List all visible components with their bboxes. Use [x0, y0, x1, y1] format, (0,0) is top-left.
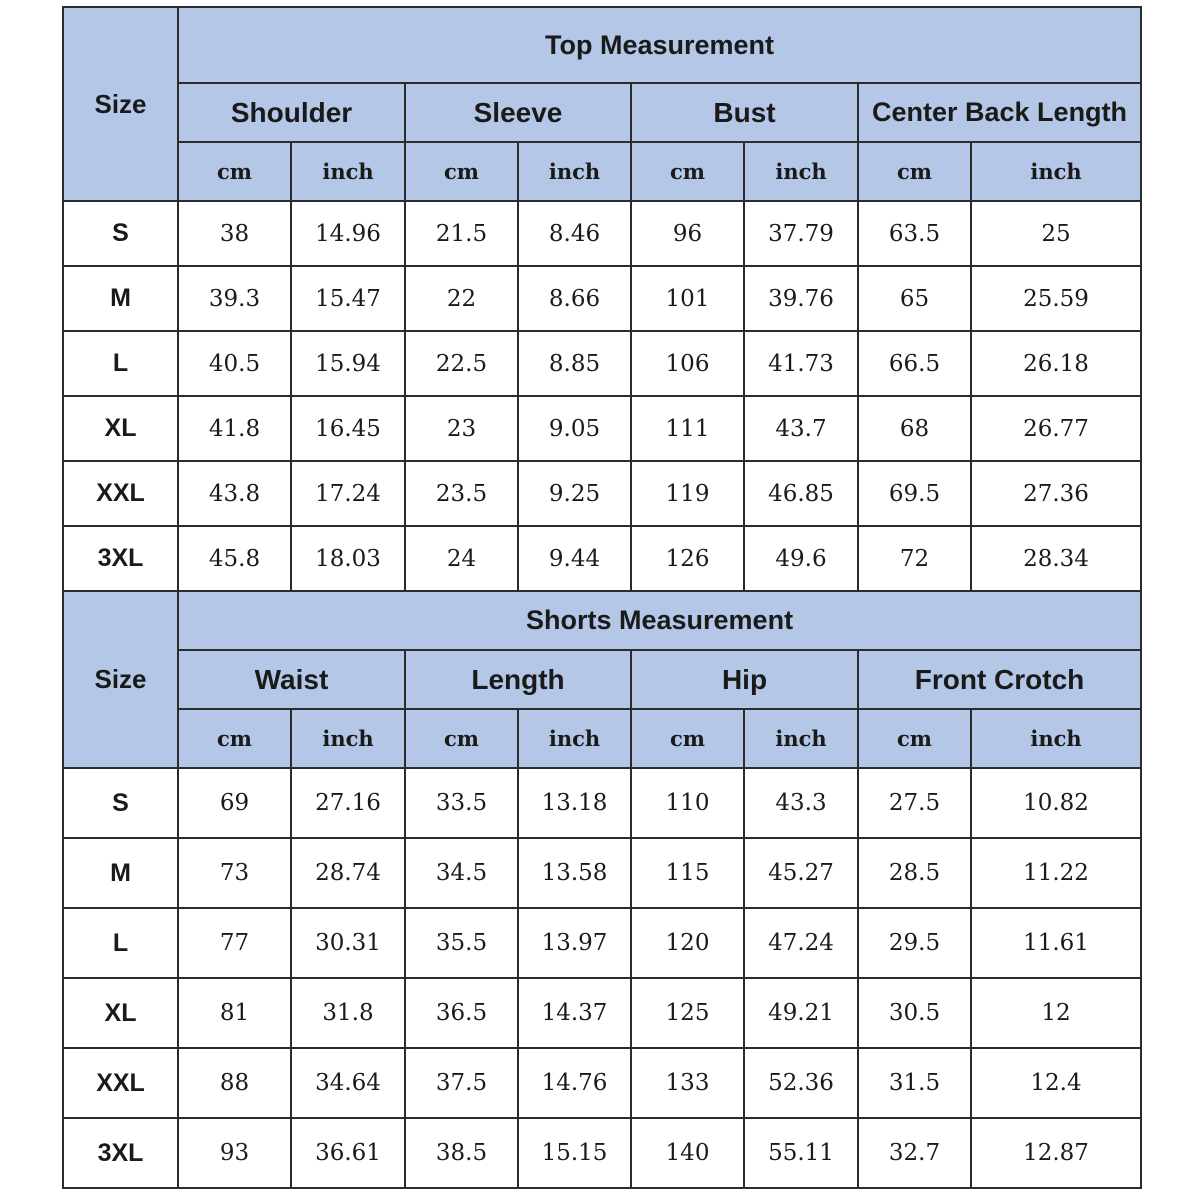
value-cell: 43.8 [178, 461, 291, 526]
shorts-unit-header: inch [518, 709, 631, 768]
size-cell: XL [63, 396, 178, 461]
top-group-header: Sleeve [405, 83, 631, 142]
value-cell: 12 [971, 978, 1141, 1048]
table-row [63, 838, 1141, 908]
value-cell: 125 [631, 978, 744, 1048]
value-cell: 39.76 [744, 266, 858, 331]
value-cell: 14.76 [518, 1048, 631, 1118]
value-cell: 39.3 [178, 266, 291, 331]
size-cell: S [63, 201, 178, 266]
size-cell: XL [63, 978, 178, 1048]
value-cell: 69 [178, 768, 291, 838]
value-cell: 29.5 [858, 908, 971, 978]
value-cell: 15.15 [518, 1118, 631, 1188]
value-cell: 27.16 [291, 768, 405, 838]
value-cell: 17.24 [291, 461, 405, 526]
top-unit-header: cm [178, 142, 291, 201]
value-cell: 27.5 [858, 768, 971, 838]
top-group-header: Bust [631, 83, 858, 142]
table-row [63, 201, 1141, 266]
table-row [63, 461, 1141, 526]
size-cell: 3XL [63, 1118, 178, 1188]
value-cell: 93 [178, 1118, 291, 1188]
shorts-group-row [63, 650, 1141, 709]
value-cell: 49.6 [744, 526, 858, 591]
value-cell: 36.5 [405, 978, 518, 1048]
table-row [63, 396, 1141, 461]
shorts-unit-header: cm [631, 709, 744, 768]
shorts-section-title: Shorts Measurement [178, 591, 1141, 650]
value-cell: 26.77 [971, 396, 1141, 461]
value-cell: 25 [971, 201, 1141, 266]
top-unit-header: inch [518, 142, 631, 201]
size-cell: M [63, 266, 178, 331]
top-unit-header: inch [291, 142, 405, 201]
value-cell: 81 [178, 978, 291, 1048]
value-cell: 25.59 [971, 266, 1141, 331]
table-row [63, 1118, 1141, 1188]
value-cell: 35.5 [405, 908, 518, 978]
top-group-header: Shoulder [178, 83, 405, 142]
value-cell: 9.25 [518, 461, 631, 526]
value-cell: 36.61 [291, 1118, 405, 1188]
value-cell: 46.85 [744, 461, 858, 526]
value-cell: 77 [178, 908, 291, 978]
value-cell: 11.61 [971, 908, 1141, 978]
value-cell: 96 [631, 201, 744, 266]
shorts-size-header: Size [63, 591, 178, 768]
value-cell: 28.5 [858, 838, 971, 908]
value-cell: 120 [631, 908, 744, 978]
table-row [63, 526, 1141, 591]
shorts-unit-header: inch [744, 709, 858, 768]
size-cell: M [63, 838, 178, 908]
value-cell: 115 [631, 838, 744, 908]
value-cell: 65 [858, 266, 971, 331]
value-cell: 55.11 [744, 1118, 858, 1188]
value-cell: 38 [178, 201, 291, 266]
value-cell: 52.36 [744, 1048, 858, 1118]
value-cell: 11.22 [971, 838, 1141, 908]
value-cell: 10.82 [971, 768, 1141, 838]
value-cell: 140 [631, 1118, 744, 1188]
value-cell: 31.5 [858, 1048, 971, 1118]
value-cell: 40.5 [178, 331, 291, 396]
shorts-unit-header: inch [291, 709, 405, 768]
value-cell: 37.79 [744, 201, 858, 266]
table-row [63, 1048, 1141, 1118]
top-unit-header: cm [858, 142, 971, 201]
value-cell: 126 [631, 526, 744, 591]
shorts-unit-header: inch [971, 709, 1141, 768]
top-unit-header: inch [971, 142, 1141, 201]
top-group-header: Center Back Length [858, 83, 1141, 142]
top-unit-header: cm [631, 142, 744, 201]
value-cell: 23.5 [405, 461, 518, 526]
value-cell: 106 [631, 331, 744, 396]
value-cell: 27.36 [971, 461, 1141, 526]
value-cell: 13.97 [518, 908, 631, 978]
value-cell: 41.8 [178, 396, 291, 461]
top-unit-header: cm [405, 142, 518, 201]
size-cell: 3XL [63, 526, 178, 591]
value-cell: 15.94 [291, 331, 405, 396]
shorts-group-header: Front Crotch [858, 650, 1141, 709]
value-cell: 101 [631, 266, 744, 331]
shorts-unit-row [63, 709, 1141, 768]
shorts-title-row [63, 591, 1141, 650]
value-cell: 37.5 [405, 1048, 518, 1118]
value-cell: 8.66 [518, 266, 631, 331]
value-cell: 34.5 [405, 838, 518, 908]
table-row [63, 266, 1141, 331]
table-row [63, 768, 1141, 838]
shorts-unit-header: cm [178, 709, 291, 768]
size-cell: S [63, 768, 178, 838]
value-cell: 16.45 [291, 396, 405, 461]
value-cell: 14.96 [291, 201, 405, 266]
top-size-header: Size [63, 7, 178, 201]
value-cell: 21.5 [405, 201, 518, 266]
value-cell: 41.73 [744, 331, 858, 396]
value-cell: 28.74 [291, 838, 405, 908]
value-cell: 49.21 [744, 978, 858, 1048]
value-cell: 72 [858, 526, 971, 591]
value-cell: 63.5 [858, 201, 971, 266]
value-cell: 110 [631, 768, 744, 838]
value-cell: 38.5 [405, 1118, 518, 1188]
value-cell: 30.31 [291, 908, 405, 978]
value-cell: 69.5 [858, 461, 971, 526]
value-cell: 26.18 [971, 331, 1141, 396]
size-cell: L [63, 908, 178, 978]
value-cell: 24 [405, 526, 518, 591]
value-cell: 22.5 [405, 331, 518, 396]
value-cell: 28.34 [971, 526, 1141, 591]
shorts-group-header: Length [405, 650, 631, 709]
value-cell: 12.87 [971, 1118, 1141, 1188]
value-cell: 9.05 [518, 396, 631, 461]
shorts-unit-header: cm [405, 709, 518, 768]
value-cell: 47.24 [744, 908, 858, 978]
shorts-unit-header: cm [858, 709, 971, 768]
value-cell: 33.5 [405, 768, 518, 838]
value-cell: 22 [405, 266, 518, 331]
value-cell: 30.5 [858, 978, 971, 1048]
value-cell: 9.44 [518, 526, 631, 591]
value-cell: 43.3 [744, 768, 858, 838]
value-cell: 13.58 [518, 838, 631, 908]
value-cell: 15.47 [291, 266, 405, 331]
value-cell: 119 [631, 461, 744, 526]
value-cell: 34.64 [291, 1048, 405, 1118]
value-cell: 88 [178, 1048, 291, 1118]
value-cell: 66.5 [858, 331, 971, 396]
value-cell: 68 [858, 396, 971, 461]
value-cell: 32.7 [858, 1118, 971, 1188]
top-unit-row [63, 142, 1141, 201]
size-cell: L [63, 331, 178, 396]
size-chart-table [62, 6, 1142, 1189]
top-unit-header: inch [744, 142, 858, 201]
top-group-row [63, 83, 1141, 142]
value-cell: 43.7 [744, 396, 858, 461]
shorts-group-header: Waist [178, 650, 405, 709]
value-cell: 111 [631, 396, 744, 461]
value-cell: 31.8 [291, 978, 405, 1048]
shorts-group-header: Hip [631, 650, 858, 709]
value-cell: 18.03 [291, 526, 405, 591]
value-cell: 8.85 [518, 331, 631, 396]
size-cell: XXL [63, 461, 178, 526]
value-cell: 23 [405, 396, 518, 461]
top-title-row [63, 7, 1141, 83]
value-cell: 8.46 [518, 201, 631, 266]
value-cell: 14.37 [518, 978, 631, 1048]
value-cell: 45.27 [744, 838, 858, 908]
top-section-title: Top Measurement [178, 7, 1141, 83]
value-cell: 13.18 [518, 768, 631, 838]
size-cell: XXL [63, 1048, 178, 1118]
table-row [63, 908, 1141, 978]
value-cell: 133 [631, 1048, 744, 1118]
table-row [63, 978, 1141, 1048]
value-cell: 12.4 [971, 1048, 1141, 1118]
table-row [63, 331, 1141, 396]
value-cell: 73 [178, 838, 291, 908]
value-cell: 45.8 [178, 526, 291, 591]
